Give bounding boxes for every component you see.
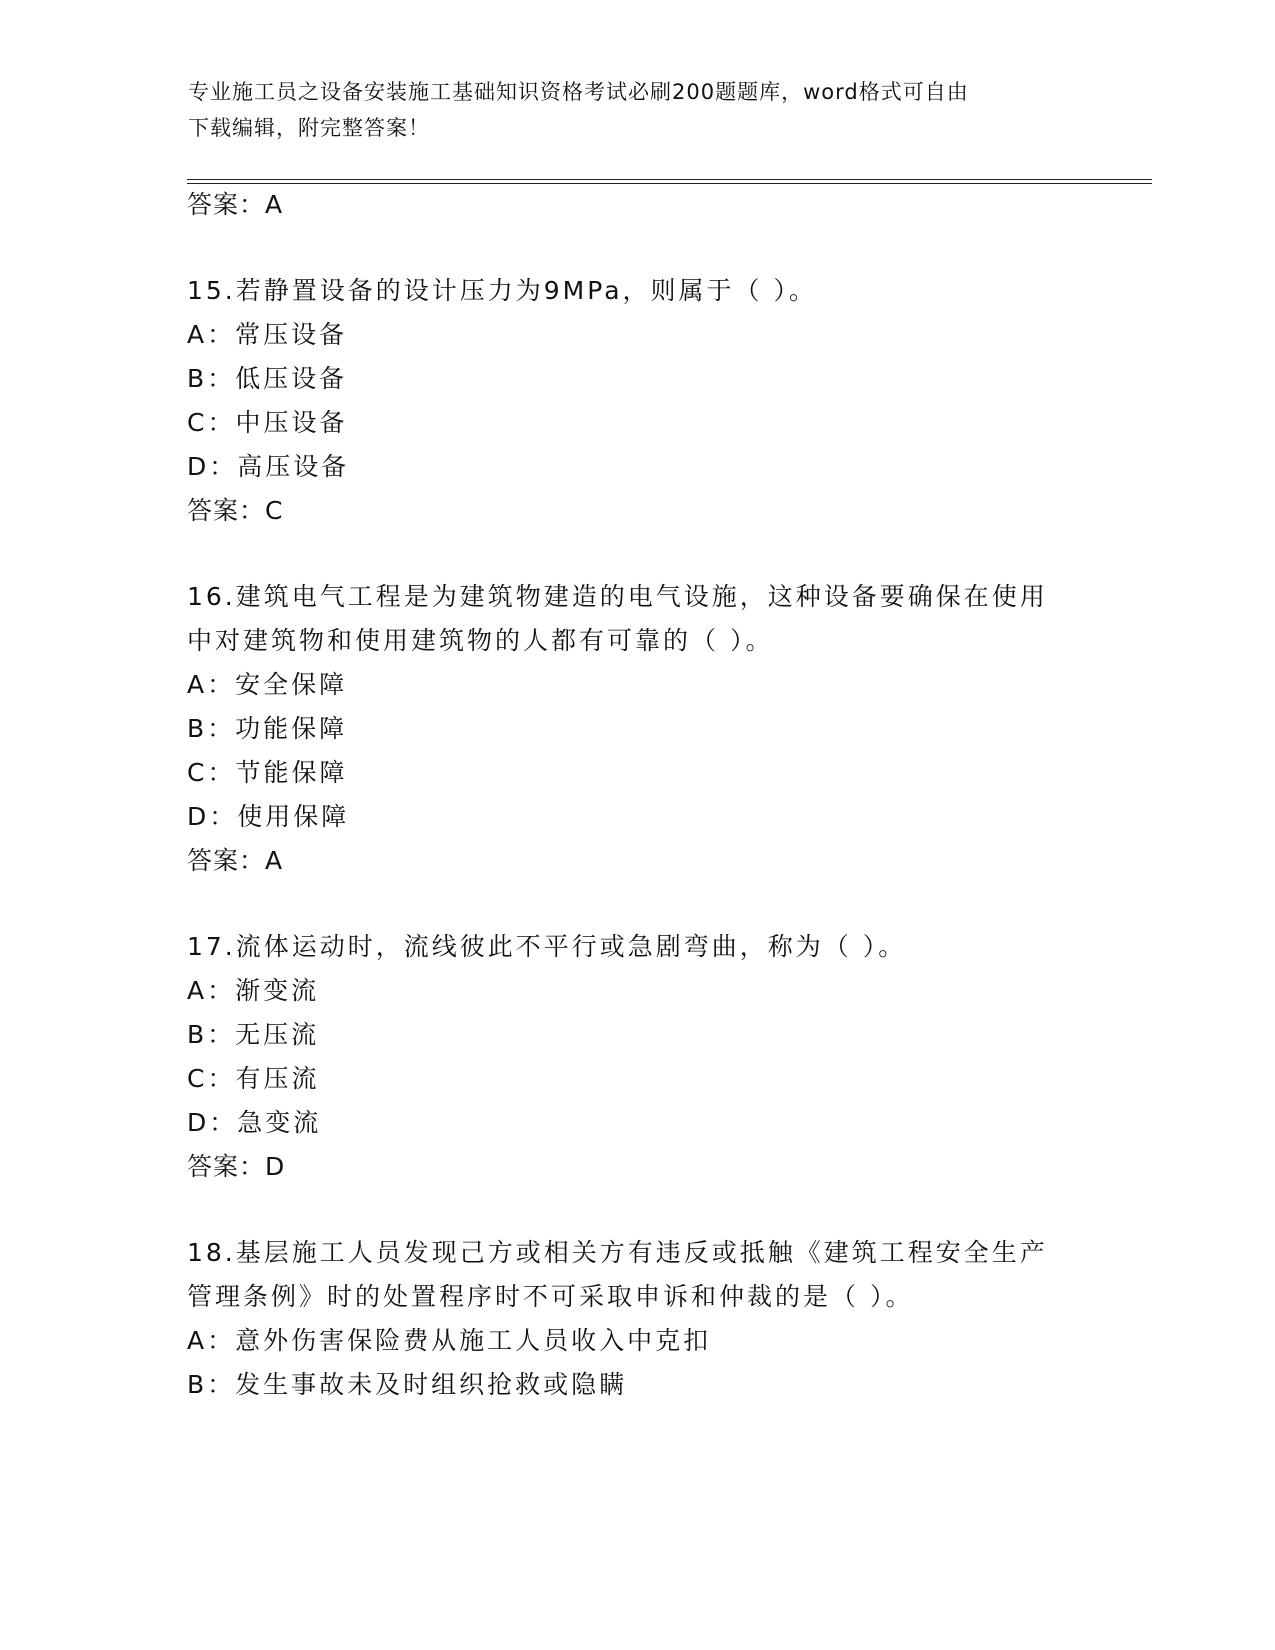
question-17-option-a: A：渐变流 (187, 976, 320, 1005)
question-16-answer: 答案：A (187, 846, 284, 875)
question-16-option-b: B：功能保障 (187, 714, 348, 743)
header-line-1: 专业施工员之设备安装施工基础知识资格考试必刷200题题库，word格式可自由 (188, 80, 969, 104)
question-16-stem-line-2: 中对建筑物和使用建筑物的人都有可靠的（ ）。 (187, 626, 774, 655)
document-header (188, 74, 1088, 146)
header-divider-bottom (187, 183, 1152, 184)
question-16-stem-line-1: 16.建筑电气工程是为建筑物建造的电气设施，这种设备要确保在使用 (187, 582, 1048, 611)
question-17-option-c: C：有压流 (187, 1064, 320, 1093)
header-line-2: 下载编辑，附完整答案！ (188, 116, 430, 140)
header-divider-top (187, 179, 1152, 180)
question-15-option-c: C：中压设备 (187, 408, 348, 437)
question-18-option-b: B：发生事故未及时组织抢救或隐瞒 (187, 1370, 628, 1399)
question-15-option-a: A：常压设备 (187, 320, 348, 349)
question-15-option-b: B：低压设备 (187, 364, 348, 393)
question-15-option-d: D：高压设备 (187, 452, 350, 481)
question-17-option-d: D：急变流 (187, 1108, 322, 1137)
question-15-stem: 15.若静置设备的设计压力为9MPa，则属于（ ）。 (187, 276, 817, 305)
question-18-stem-line-1: 18.基层施工人员发现己方或相关方有违反或抵触《建筑工程安全生产 (187, 1238, 1048, 1267)
question-17-option-b: B：无压流 (187, 1020, 320, 1049)
question-17-answer: 答案：D (187, 1152, 286, 1181)
previous-answer: 答案：A (187, 190, 284, 219)
question-18-stem-line-2: 管理条例》时的处置程序时不可采取申诉和仲裁的是（ ）。 (187, 1282, 914, 1311)
question-16-option-c: C：节能保障 (187, 758, 348, 787)
question-15-answer: 答案：C (187, 496, 284, 525)
question-18-option-a: A：意外伤害保险费从施工人员收入中克扣 (187, 1326, 712, 1355)
question-16-option-d: D：使用保障 (187, 802, 350, 831)
question-17-stem: 17.流体运动时，流线彼此不平行或急剧弯曲，称为（ ）。 (187, 932, 907, 961)
question-16-option-a: A：安全保障 (187, 670, 348, 699)
